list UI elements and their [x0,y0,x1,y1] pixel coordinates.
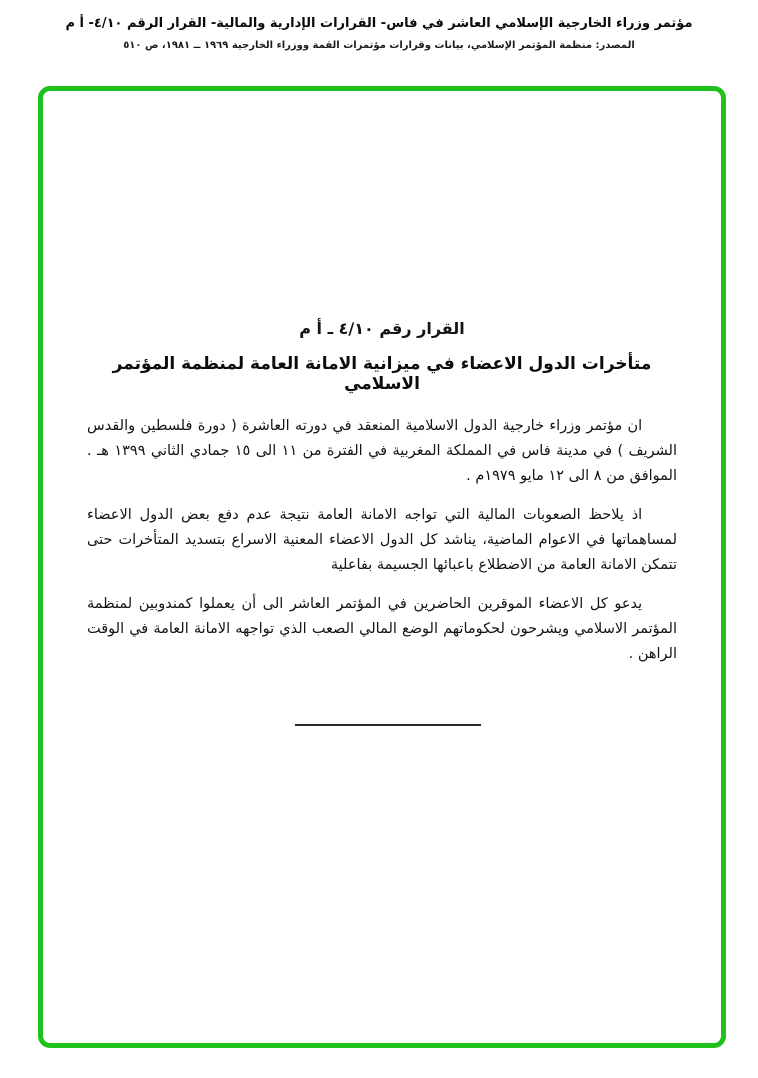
paragraph-appeal: يدعو كل الاعضاء الموقرين الحاضرين في المؤتمر العاشر الى أن يعملوا كمندوبين لمنظمة المؤتمر الاسلامي ويشرحون لحكوماتهم الوضع المالي الصعب الذي تواجهه الامانة العامة في الوقت الراهن . [87,595,677,662]
document-frame [38,86,726,1048]
document-content [43,91,721,726]
end-divider [295,724,481,726]
paragraph-observation: اذ يلاحظ الصعوبات المالية التي تواجه الامانة العامة نتيجة عدم دفع بعض الدول الاعضاء لمساهماتها في الاعوام الماضية، يناشد كل الدول الاعضاء المعنية الاسراع بتسديد المتأخرات حتى تتمكن الامانة العامة من الاضطلاع باعبائها الجسيمة بفاعلية [87,506,677,573]
paragraph-preamble: ان مؤتمر وزراء خارجية الدول الاسلامية المنعقد في دورته العاشرة ( دورة فلسطين والقدس الشريف ) في مدينة فاس في المملكة المغربية في الفترة من ١١ الى ١٥ جمادي الثاني ١٣٩٩ هـ . الموافق من ٨ الى ١٢ مايو ١٩٧٩م . [87,418,677,484]
decision-number: القرار رقم ٤/١٠ ـ أ م [299,319,465,338]
header-title-line: مؤتمر وزراء الخارجية الإسلامي العاشر في فاس- القرارات الإدارية والمالية- القرار الرقم ٤/١٠- أ م [65,16,693,31]
source-header [0,0,758,51]
document-title: متأخرات الدول الاعضاء في ميزانية الامانة العامة لمنظمة المؤتمر الاسلامي [112,354,652,394]
header-source-line: المصدر: منظمة المؤتمر الإسلامي، بيانات وقرارات مؤتمرات القمة ووزراء الخارجية ١٩٦٩ ــ ١٩٨١، ص ٥١٠ [123,40,635,51]
